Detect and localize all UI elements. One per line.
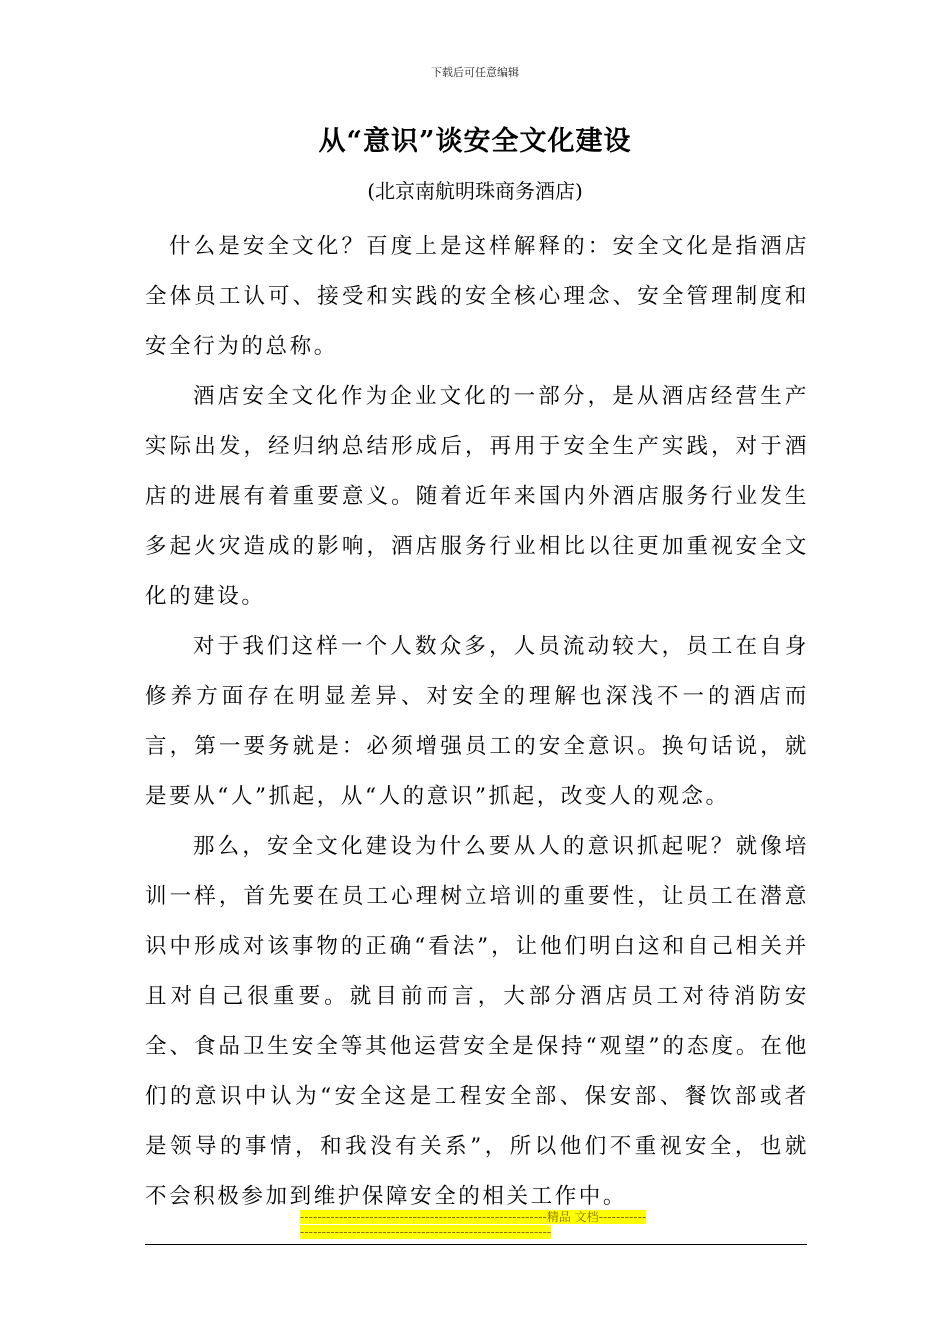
document-body: [145, 222, 809, 1222]
paragraph-safety-awareness: 对于我们这样一个人数众多，人员流动较大，员工在自身修养方面存在明显差异、对安全的理解也深浅不一的酒店而言，第一要务就是：必须增强员工的安全意识。换句话说，就是要从“人”抓起，从“人的意识”抓起，改变人的观念。: [145, 634, 809, 809]
footer-banner: [300, 1210, 650, 1240]
paragraph-why-awareness: 那么，安全文化建设为什么要从人的意识抓起呢？就像培训一样，首先要在员工心理树立培训的重要性，让员工在潜意识中形成对该事物的正确“看法”，让他们明白这和自己相关并且对自己很重要。就目前而言，大部分酒店员工对待消防安全、食品卫生安全等其他运营安全是保持“观望”的态度。在他们的意识中认为“安全这是工程安全部、保安部、餐饮部或者是领导的事情，和我没有关系”，所以他们不重视安全，也就不会积极参加到维护保障安全的相关工作中。: [145, 834, 809, 1209]
footer-divider: [145, 1244, 807, 1245]
document-subtitle: (北京南航明珠商务酒店): [367, 179, 583, 203]
footer-banner-text: ---------------------------------------------------------精品 文档---------------------------------------------------------------------: [300, 1210, 647, 1239]
paragraph-hotel-safety-culture: 酒店安全文化作为企业文化的一部分，是从酒店经营生产实际出发，经归纳总结形成后，再用于安全生产实践，对于酒店的进展有着重要意义。随着近年来国内外酒店服务行业发生多起火灾造成的影响，酒店服务行业相比以往更加重视安全文化的建设。: [145, 384, 809, 609]
paragraph-definition: 什么是安全文化？百度上是这样解释的：安全文化是指酒店全体员工认可、接受和实践的安全核心理念、安全管理制度和安全行为的总称。: [145, 234, 809, 359]
document-title: 从“意识”谈安全文化建设: [318, 126, 632, 157]
page-header-note: 下载后可任意编辑: [431, 66, 519, 79]
